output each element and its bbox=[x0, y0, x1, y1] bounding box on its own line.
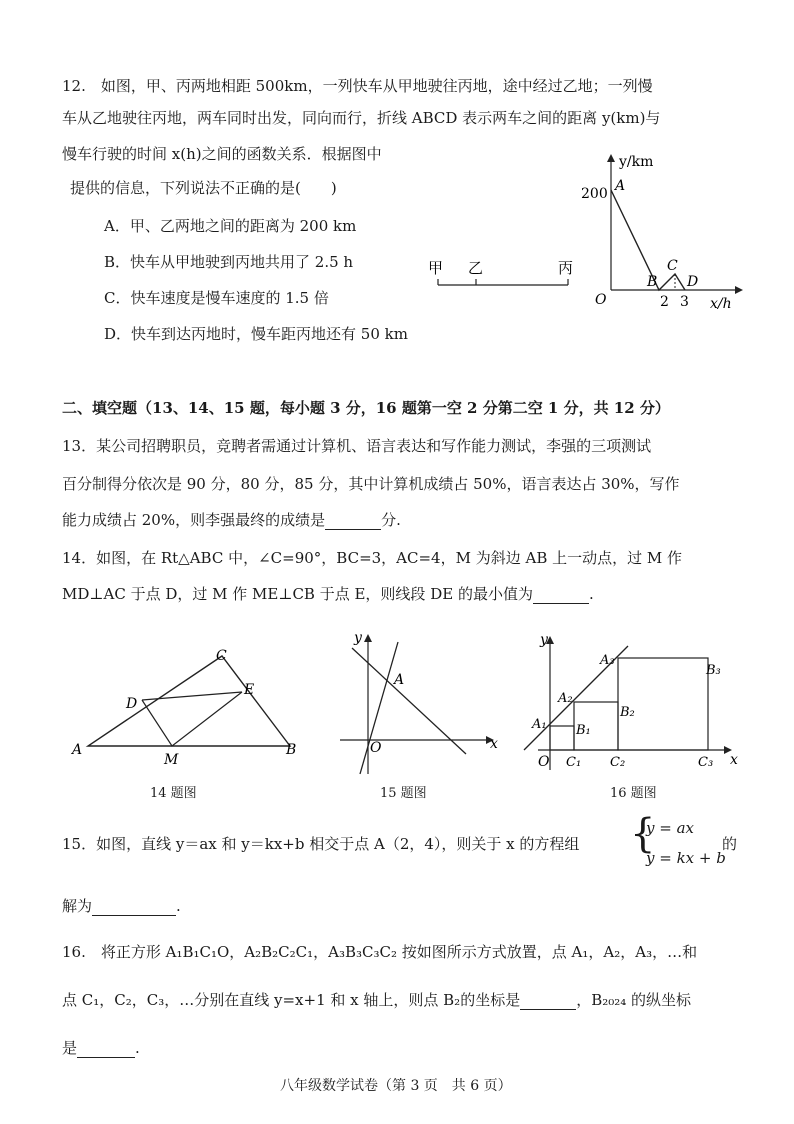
graph-ylabel: y/km bbox=[619, 154, 654, 170]
q12-line1: 12. 如图，甲、丙两地相距 500km，一列快车从甲地驶往丙地，途中经过乙地；一列慢 bbox=[62, 77, 653, 95]
q16-line2 bbox=[62, 990, 691, 1010]
q16-line1: 16. 将正方形 A₁B₁C₁O，A₂B₂C₂C₁，A₃B₃C₃C₂ 按如图所示方式放置，点 A₁，A₂，A₃，…和 bbox=[62, 943, 698, 961]
graph-y200: 200 bbox=[581, 186, 608, 202]
q14-line2 bbox=[62, 584, 594, 604]
fig16-caption: 16 题图 bbox=[610, 786, 657, 801]
q15-brace: { bbox=[630, 811, 656, 857]
fig14-e: E bbox=[244, 682, 255, 698]
fig15-caption: 15 题图 bbox=[380, 786, 427, 801]
q15-eq1: y = ax bbox=[646, 819, 694, 837]
fig16-a3: A₃ bbox=[600, 653, 615, 668]
fig16-a1: A₁ bbox=[532, 717, 547, 732]
fig16-b3: B₃ bbox=[706, 663, 721, 678]
fig16-a2: A₂ bbox=[558, 691, 573, 706]
fig14 bbox=[66, 642, 306, 772]
q12-line2: 车从乙地驶往丙地，两车同时出发，同向而行，折线 ABCD 表示两车之间的距离 y(km)与 bbox=[62, 109, 661, 127]
fig14-b: B bbox=[286, 742, 297, 758]
q13-line3-tail: 分. bbox=[381, 511, 401, 529]
fig15-a: A bbox=[394, 672, 405, 688]
graph-point-d: D bbox=[687, 274, 699, 290]
q13-line1: 13．某公司招聘职员，竞聘者需通过计算机、语言表达和写作能力测试，李强的三项测试 bbox=[62, 437, 652, 455]
q15-line2-text: 解为 bbox=[62, 897, 93, 915]
graph-point-b: B bbox=[647, 274, 658, 290]
q12-line3: 慢车行驶的时间 x(h)之间的函数关系．根据图中 bbox=[62, 145, 382, 163]
fig16-y: y bbox=[540, 632, 548, 648]
q14-line2-text: MD⊥AC 于点 D，过 M 作 ME⊥CB 于点 E，则线段 DE 的最小值为 bbox=[62, 585, 533, 603]
route-yi: 乙 bbox=[468, 259, 484, 277]
q15-tail: 的 bbox=[722, 835, 738, 853]
q14-line1: 14．如图，在 Rt△ABC 中，∠C=90°，BC=3，AC=4，M 为斜边 AB 上一动点，过 M 作 bbox=[62, 549, 683, 567]
q13-answer-blank[interactable] bbox=[325, 513, 381, 530]
fig14-d: D bbox=[126, 696, 138, 712]
q16-line2-text: 点 C₁，C₂，C₃，…分别在直线 y=x+1 和 x 轴上，则点 B₂的坐标是 bbox=[62, 991, 521, 1009]
q15-line2-tail: . bbox=[176, 897, 181, 915]
graph-xlabel: x/h bbox=[710, 296, 732, 310]
q16-line3-text: 是 bbox=[62, 1039, 78, 1057]
q12-option-a: A．甲、乙两地之间的距离为 200 km bbox=[104, 217, 357, 235]
q15-line1: 15．如图，直线 y＝ax 和 y＝kx+b 相交于点 A（2，4），则关于 x 的方程组 bbox=[62, 835, 580, 853]
fig16-c1: C₁ bbox=[566, 755, 582, 770]
q16-line3 bbox=[62, 1038, 140, 1058]
section-heading: 二、填空题（13、14、15 题，每小题 3 分，16 题第一空 2 分第二空 1 分，共 12 分） bbox=[62, 399, 670, 417]
fig16-b1: B₁ bbox=[576, 723, 591, 738]
route-bing: 丙 bbox=[558, 259, 574, 277]
q13-line2: 百分制得分依次是 90 分，80 分，85 分，其中计算机成绩占 50%，语言表达占 30%，写作 bbox=[62, 475, 680, 493]
q14-line2-tail: . bbox=[588, 585, 594, 603]
fig15 bbox=[332, 628, 502, 778]
q16-line3-tail: . bbox=[135, 1039, 140, 1057]
fig15-o: O bbox=[370, 740, 382, 756]
q12-line4: 提供的信息，下列说法不正确的是( ) bbox=[70, 179, 337, 197]
graph-tick-2: 2 bbox=[660, 294, 669, 310]
fig16 bbox=[520, 630, 750, 776]
q16-answer-blank-1[interactable] bbox=[520, 993, 576, 1010]
fig14-m: M bbox=[164, 752, 179, 768]
page-footer: 八年级数学试卷（第 3 页 共 6 页） bbox=[280, 1078, 512, 1094]
q13-line3-text: 能力成绩占 20%，则李强最终的成绩是 bbox=[62, 511, 326, 529]
graph-tick-3: 3 bbox=[680, 294, 689, 310]
fig16-o: O bbox=[538, 754, 550, 770]
fig15-y: y bbox=[354, 630, 362, 646]
q16-answer-blank-2[interactable] bbox=[77, 1041, 135, 1058]
fig14-caption: 14 题图 bbox=[150, 786, 197, 801]
route-jia: 甲 bbox=[428, 259, 444, 277]
fig16-x: x bbox=[730, 752, 738, 768]
fig16-c2: C₂ bbox=[610, 755, 626, 770]
fig16-c3: C₃ bbox=[698, 755, 714, 770]
fig16-b2: B₂ bbox=[620, 705, 635, 720]
q12-option-d: D．快车到达丙地时，慢车距丙地还有 50 km bbox=[104, 325, 408, 343]
q12-option-b: B．快车从甲地驶到丙地共用了 2.5 h bbox=[104, 253, 354, 271]
q12-option-c: C．快车速度是慢车速度的 1.5 倍 bbox=[104, 289, 329, 307]
q15-eq2: y = kx + b bbox=[646, 849, 726, 867]
graph-point-a: A bbox=[615, 178, 626, 194]
graph-point-c: C bbox=[667, 258, 678, 274]
graph-origin: O bbox=[595, 292, 607, 308]
route-diagram bbox=[420, 255, 580, 295]
fig14-c: C bbox=[216, 648, 227, 664]
q13-line3 bbox=[62, 510, 401, 530]
q15-line2 bbox=[62, 896, 181, 916]
fig14-a: A bbox=[72, 742, 83, 758]
q14-answer-blank[interactable] bbox=[533, 587, 589, 604]
q16-line2-tail: ，B₂₀₂₄ 的纵坐标 bbox=[576, 991, 692, 1009]
q12-graph bbox=[575, 150, 745, 310]
q15-answer-blank[interactable] bbox=[92, 899, 176, 916]
fig15-x: x bbox=[490, 736, 498, 752]
